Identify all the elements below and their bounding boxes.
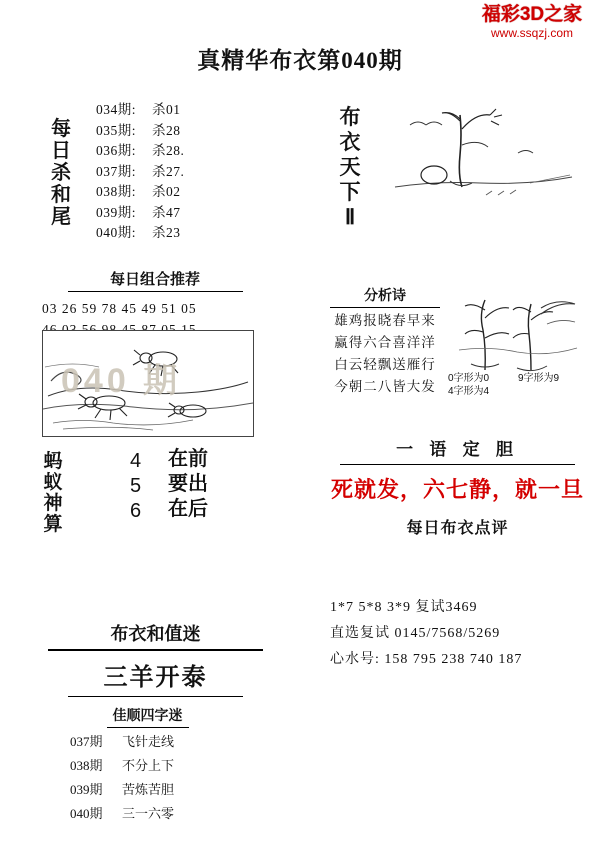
table-row (96, 182, 261, 203)
table-row (96, 223, 261, 244)
riddle-text: 三一六零 (122, 806, 175, 821)
buyi-char: 布 (339, 105, 361, 129)
buyi-char: 下 (339, 180, 361, 204)
ant-word: 在前 (168, 448, 208, 470)
ant-digit: 5 (130, 475, 142, 497)
shape-note-row (448, 385, 593, 398)
poem-line: 白云轻飘送雁行 (334, 357, 436, 372)
tree-illustration (455, 288, 580, 378)
daily-kill-label: 每日杀和尾 (51, 118, 71, 228)
poem-line: 今朝二八皆大发 (334, 379, 436, 394)
shape-note-left: 0字形为0 (448, 373, 490, 384)
kill-period: 035期: (96, 122, 137, 138)
one-word-block (330, 435, 585, 504)
ant-digit: 4 (130, 450, 142, 472)
buyi-char: 衣 (339, 130, 361, 154)
watermark-text: 040 期 (61, 362, 182, 400)
poem-title: 分析诗 (330, 285, 440, 308)
kill-value: 杀02 (152, 184, 181, 199)
kill-period: 040期: (96, 225, 137, 240)
one-word-title: 一 语 定 胆 (396, 440, 519, 459)
list-item (40, 731, 255, 752)
buyi-tianxia-title (330, 105, 370, 230)
ant-calc-digits (130, 449, 141, 524)
buyi-char: 天 (339, 155, 361, 179)
tree-drawing-icon (455, 288, 580, 378)
page-title: 真精华布衣第040期 (197, 48, 403, 73)
ant-word: 要出 (168, 473, 208, 495)
hezhi-title: 布衣和值迷 (48, 620, 263, 651)
shape-note-left: 4字形为4 (448, 386, 490, 397)
riddle-text: 飞针走线 (122, 734, 175, 749)
four-char-riddle-block (40, 705, 255, 824)
buyi-char: Ⅱ (344, 205, 356, 229)
daily-kill-block (48, 100, 263, 250)
kill-period: 039期: (96, 204, 137, 220)
riddle-period: 039期 (70, 782, 103, 797)
daily-combo-line: 03 26 59 78 45 49 51 05 (42, 301, 197, 316)
riddle-period: 037期 (70, 734, 103, 749)
table-row (96, 141, 261, 162)
table-row (96, 203, 261, 224)
one-word-value: 死就发，六七静，就一旦 (330, 477, 584, 502)
divider (340, 464, 575, 465)
bird-illustration (390, 95, 575, 210)
kill-value: 杀47 (152, 204, 181, 220)
riddle-title: 佳顺四字迷 (107, 705, 189, 728)
shape-note-right: 9字形为9 (518, 373, 560, 384)
logo-url: www.ssqzj.com (490, 26, 573, 40)
code-line: 心水号: 158 795 238 740 187 (330, 652, 523, 667)
poem-line: 雄鸡报晓春早来 (334, 313, 436, 328)
divider (68, 696, 243, 697)
kill-value: 杀27. (152, 163, 185, 179)
poem-line: 赢得六合喜洋洋 (334, 335, 436, 350)
logo-brand: 福彩3D之家 (481, 4, 583, 25)
shape-notes (448, 372, 593, 398)
riddle-period: 038期 (70, 758, 103, 773)
code-line: 直选复试 0145/7568/5269 (330, 626, 501, 641)
ant-word: 在后 (168, 498, 208, 520)
kill-period: 034期: (96, 102, 137, 117)
ant-digit: 6 (130, 500, 142, 522)
kill-period: 036期: (96, 143, 137, 158)
table-row (96, 121, 261, 142)
riddle-text: 苦炼苦胆 (122, 782, 175, 797)
code-list (330, 595, 590, 673)
kill-value: 杀23 (152, 225, 181, 240)
table-row (96, 100, 261, 121)
ant-calc-block (40, 445, 280, 555)
kill-period: 038期: (96, 184, 137, 199)
ant-calc-label: 蚂蚁神算 (43, 451, 63, 535)
bird-drawing-icon (390, 95, 575, 210)
kill-period: 037期: (96, 163, 137, 179)
daily-comment-title: 每日布衣点评 (406, 520, 509, 537)
hezhi-value: 三羊开泰 (103, 665, 208, 691)
riddle-period: 040期 (70, 806, 103, 821)
shape-note-row (448, 372, 593, 385)
list-item (40, 803, 255, 824)
analysis-poem-block (330, 285, 440, 396)
kill-value: 杀01 (152, 102, 181, 117)
list-item (40, 779, 255, 800)
kill-value: 杀28 (152, 122, 181, 138)
ant-illustration (42, 330, 254, 437)
daily-combo-title: 每日组合推荐 (68, 268, 243, 292)
hezhi-riddle-block (48, 620, 263, 697)
ant-calc-words (168, 447, 208, 522)
list-item (40, 755, 255, 776)
table-row (96, 162, 261, 183)
code-line: 1*7 5*8 3*9 复试3469 (330, 600, 478, 615)
riddle-text: 不分上下 (122, 758, 175, 773)
kill-value: 杀28. (152, 143, 185, 158)
daily-kill-list (96, 100, 261, 244)
